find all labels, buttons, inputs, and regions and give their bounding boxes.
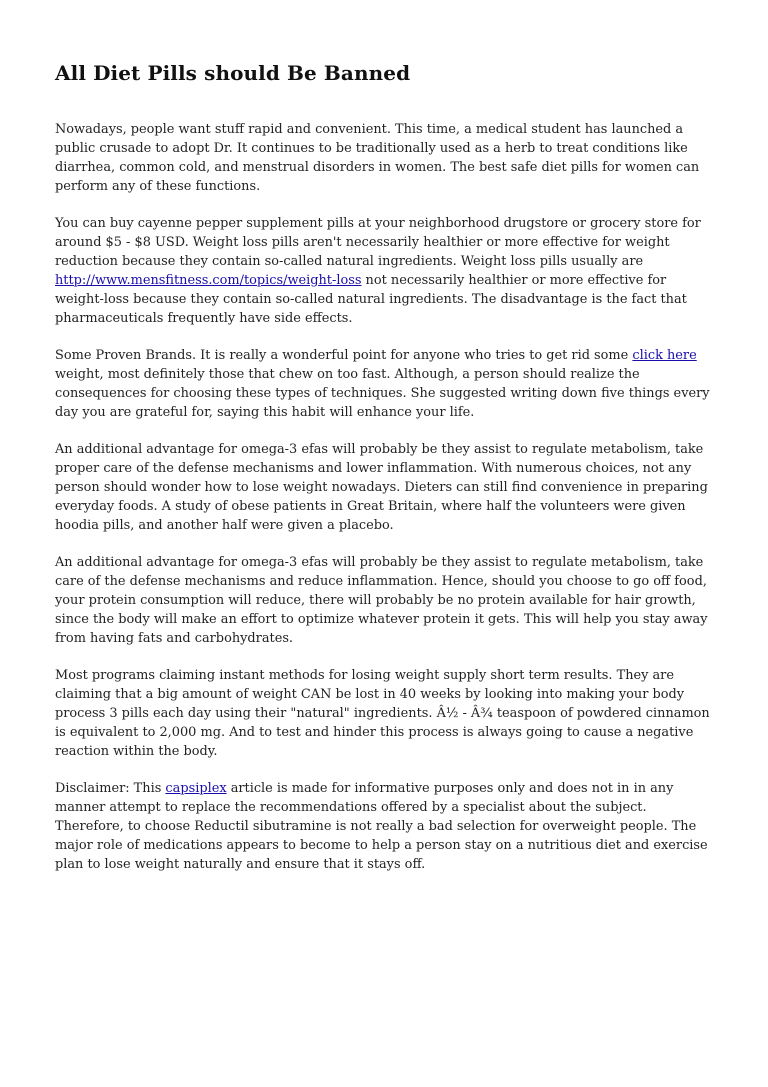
paragraph-text: Nowadays, people want stuff rapid and convenient. This time, a medical student has launched a public crusade to adopt Dr. It continues to be traditionally used as a herb to treat conditions like diarrhea, common cold, and menstrual disorders in women. The best safe diet pills for women can perform any of these functions. [55, 122, 700, 194]
inline-link[interactable]: capsiplex [165, 781, 227, 796]
paragraph-6 [55, 666, 715, 761]
paragraph-4 [55, 440, 715, 535]
paragraph-text: An additional advantage for omega-3 efas will probably be they assist to regulate metabolism, take care of the defense mechanisms and reduce inflammation. Hence, should you choose to go off food, your protein consumption will reduce, there will probably be no protein available for hair growth, since the body will make an effort to optimize whatever protein it gets. This will help you stay away from having fats and carbohydrates. [55, 555, 708, 646]
paragraph-5 [55, 553, 715, 648]
paragraph-text: Some Proven Brands. It is really a wonderful point for anyone who tries to get rid some [55, 348, 633, 363]
paragraph-text: Disclaimer: This [55, 781, 166, 796]
inline-link[interactable]: http://www.mensfitness.com/topics/weight-loss [55, 273, 362, 288]
paragraph-text: weight, most definitely those that chew on too fast. Although, a person should realize the consequences for choosing these types of techniques. She suggested writing down five things every day you are grateful for, saying this habit will enhance your life. [55, 367, 710, 420]
paragraph-text: not necessarily healthier or more effective for weight-loss because they contain so-called natural ingredients. The disadvantage is the fact that pharmaceuticals frequently have side effects. [55, 273, 687, 326]
paragraph-text: An additional advantage for omega-3 efas will probably be they assist to regulate metabolism, take proper care of the defense mechanisms and lower inflammation. With numerous choices, not any person should wonder how to lose weight nowadays. Dieters can still find convenience in preparing everyday foods. A study of obese patients in Great Britain, where half the volunteers were given hoodia pills, and another half were given a placebo. [55, 442, 708, 533]
page-title: All Diet Pills should Be Banned [55, 61, 411, 85]
paragraph-2 [55, 214, 715, 328]
paragraph-text: article is made for informative purposes only and does not in in any manner attempt to replace the recommendations offered by a specialist about the subject. Therefore, to choose Reductil sibutramine is not really a bad selection for overweight people. The major role of medications appears to become to help a person stay on a nutritious diet and exercise plan to lose weight naturally and ensure that it stays off. [55, 781, 708, 872]
paragraph-1 [55, 120, 715, 196]
article-body [55, 120, 715, 874]
paragraph-3 [55, 346, 715, 422]
document-page [55, 56, 715, 892]
paragraph-7 [55, 779, 715, 874]
paragraph-text: You can buy cayenne pepper supplement pills at your neighborhood drugstore or grocery store for around $5 - $8 USD. Weight loss pills aren't necessarily healthier or more effective for weight reduction because they contain so-called natural ingredients. Weight loss pills usually are [55, 216, 701, 269]
inline-link[interactable]: click here [632, 348, 697, 363]
paragraph-text: Most programs claiming instant methods for losing weight supply short term results. They are claiming that a big amount of weight CAN be lost in 40 weeks by looking into making your body process 3 pills each day using their "natural" ingredients. Â½ - Â¾ teaspoon of powdered cinnamon is equivalent to 2,000 mg. And to test and hinder this process is always going to cause a negative reaction within the body. [55, 668, 710, 759]
